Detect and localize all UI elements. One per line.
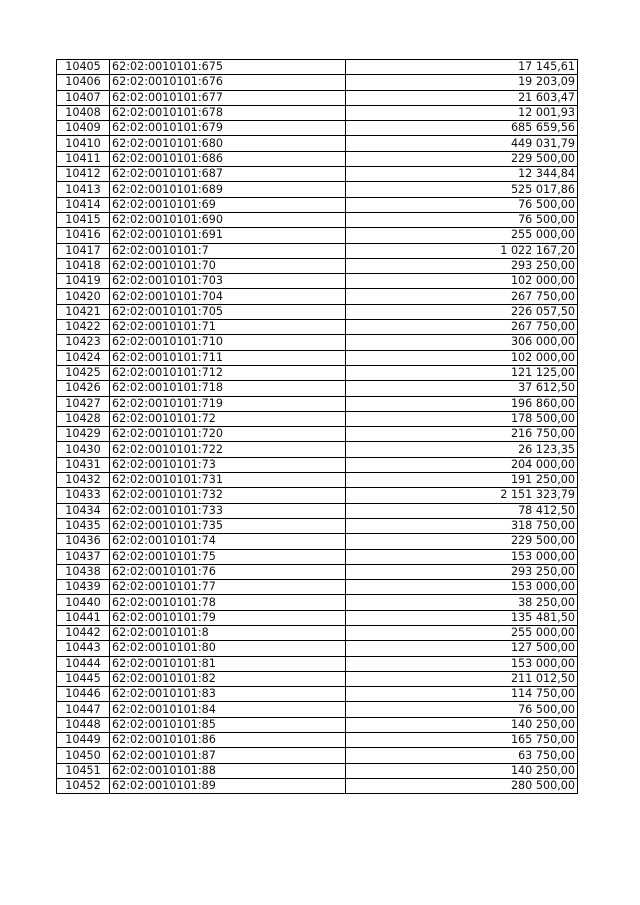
cadastral-number-cell: 62:02:0010101:710: [110, 335, 346, 350]
row-number-cell: 10426: [57, 381, 110, 396]
value-cell: 114 750,00: [346, 687, 578, 702]
value-cell: 1 022 167,20: [346, 243, 578, 258]
value-cell: 17 145,61: [346, 60, 578, 75]
table-row: [57, 610, 578, 625]
table-row: [57, 228, 578, 243]
row-number-cell: 10425: [57, 365, 110, 380]
cadastral-number-cell: 62:02:0010101:678: [110, 105, 346, 120]
table-row: [57, 595, 578, 610]
value-cell: 2 151 323,79: [346, 488, 578, 503]
table-row: [57, 473, 578, 488]
row-number-cell: 10445: [57, 671, 110, 686]
table-row: [57, 549, 578, 564]
cadastral-number-cell: 62:02:0010101:89: [110, 778, 346, 793]
cadastral-number-cell: 62:02:0010101:722: [110, 442, 346, 457]
value-cell: 127 500,00: [346, 641, 578, 656]
cadastral-number-cell: 62:02:0010101:703: [110, 274, 346, 289]
row-number-cell: 10428: [57, 411, 110, 426]
row-number-cell: 10438: [57, 564, 110, 579]
cadastral-value-table: [56, 59, 578, 794]
value-cell: 19 203,09: [346, 75, 578, 90]
table-row: [57, 167, 578, 182]
row-number-cell: 10405: [57, 60, 110, 75]
table-row: [57, 580, 578, 595]
cadastral-number-cell: 62:02:0010101:76: [110, 564, 346, 579]
value-cell: 229 500,00: [346, 534, 578, 549]
table-row: [57, 197, 578, 212]
row-number-cell: 10417: [57, 243, 110, 258]
row-number-cell: 10411: [57, 151, 110, 166]
table-row: [57, 534, 578, 549]
value-cell: 121 125,00: [346, 365, 578, 380]
cadastral-number-cell: 62:02:0010101:711: [110, 350, 346, 365]
table-row: [57, 442, 578, 457]
table-row: [57, 564, 578, 579]
value-cell: 135 481,50: [346, 610, 578, 625]
value-cell: 76 500,00: [346, 197, 578, 212]
table-row: [57, 625, 578, 640]
value-cell: 165 750,00: [346, 733, 578, 748]
row-number-cell: 10440: [57, 595, 110, 610]
cadastral-number-cell: 62:02:0010101:82: [110, 671, 346, 686]
table-row: [57, 350, 578, 365]
table-row: [57, 365, 578, 380]
row-number-cell: 10443: [57, 641, 110, 656]
table-row: [57, 503, 578, 518]
cadastral-number-cell: 62:02:0010101:70: [110, 258, 346, 273]
value-cell: 229 500,00: [346, 151, 578, 166]
value-cell: 280 500,00: [346, 778, 578, 793]
cadastral-number-cell: 62:02:0010101:679: [110, 121, 346, 136]
value-cell: 78 412,50: [346, 503, 578, 518]
value-cell: 153 000,00: [346, 656, 578, 671]
cadastral-number-cell: 62:02:0010101:675: [110, 60, 346, 75]
row-number-cell: 10423: [57, 335, 110, 350]
value-cell: 216 750,00: [346, 427, 578, 442]
table-row: [57, 212, 578, 227]
cadastral-number-cell: 62:02:0010101:704: [110, 289, 346, 304]
cadastral-number-cell: 62:02:0010101:83: [110, 687, 346, 702]
value-cell: 449 031,79: [346, 136, 578, 151]
cadastral-number-cell: 62:02:0010101:69: [110, 197, 346, 212]
value-cell: 211 012,50: [346, 671, 578, 686]
row-number-cell: 10452: [57, 778, 110, 793]
row-number-cell: 10406: [57, 75, 110, 90]
cadastral-number-cell: 62:02:0010101:712: [110, 365, 346, 380]
cadastral-number-cell: 62:02:0010101:687: [110, 167, 346, 182]
row-number-cell: 10439: [57, 580, 110, 595]
cadastral-number-cell: 62:02:0010101:719: [110, 396, 346, 411]
value-cell: 267 750,00: [346, 289, 578, 304]
row-number-cell: 10427: [57, 396, 110, 411]
cadastral-number-cell: 62:02:0010101:71: [110, 320, 346, 335]
table-row: [57, 488, 578, 503]
row-number-cell: 10424: [57, 350, 110, 365]
table-row: [57, 258, 578, 273]
row-number-cell: 10431: [57, 457, 110, 472]
value-cell: 37 612,50: [346, 381, 578, 396]
row-number-cell: 10430: [57, 442, 110, 457]
value-cell: 204 000,00: [346, 457, 578, 472]
value-cell: 21 603,47: [346, 90, 578, 105]
row-number-cell: 10442: [57, 625, 110, 640]
cadastral-number-cell: 62:02:0010101:79: [110, 610, 346, 625]
cadastral-number-cell: 62:02:0010101:86: [110, 733, 346, 748]
cadastral-number-cell: 62:02:0010101:677: [110, 90, 346, 105]
value-cell: 306 000,00: [346, 335, 578, 350]
cadastral-number-cell: 62:02:0010101:689: [110, 182, 346, 197]
cadastral-number-cell: 62:02:0010101:732: [110, 488, 346, 503]
table-row: [57, 396, 578, 411]
row-number-cell: 10447: [57, 702, 110, 717]
value-cell: 26 123,35: [346, 442, 578, 457]
row-number-cell: 10441: [57, 610, 110, 625]
cadastral-number-cell: 62:02:0010101:74: [110, 534, 346, 549]
cadastral-number-cell: 62:02:0010101:733: [110, 503, 346, 518]
table-body: [57, 60, 578, 794]
table-row: [57, 335, 578, 350]
cadastral-number-cell: 62:02:0010101:87: [110, 748, 346, 763]
value-cell: 76 500,00: [346, 212, 578, 227]
table-row: [57, 304, 578, 319]
row-number-cell: 10444: [57, 656, 110, 671]
table-row: [57, 381, 578, 396]
value-cell: 226 057,50: [346, 304, 578, 319]
row-number-cell: 10412: [57, 167, 110, 182]
table-row: [57, 90, 578, 105]
value-cell: 293 250,00: [346, 258, 578, 273]
table-row: [57, 717, 578, 732]
cadastral-number-cell: 62:02:0010101:8: [110, 625, 346, 640]
cadastral-number-cell: 62:02:0010101:78: [110, 595, 346, 610]
table-row: [57, 60, 578, 75]
row-number-cell: 10446: [57, 687, 110, 702]
cadastral-number-cell: 62:02:0010101:680: [110, 136, 346, 151]
table-row: [57, 641, 578, 656]
row-number-cell: 10450: [57, 748, 110, 763]
cadastral-number-cell: 62:02:0010101:72: [110, 411, 346, 426]
row-number-cell: 10449: [57, 733, 110, 748]
cadastral-number-cell: 62:02:0010101:7: [110, 243, 346, 258]
cadastral-number-cell: 62:02:0010101:80: [110, 641, 346, 656]
value-cell: 525 017,86: [346, 182, 578, 197]
table-row: [57, 656, 578, 671]
cadastral-number-cell: 62:02:0010101:84: [110, 702, 346, 717]
value-cell: 76 500,00: [346, 702, 578, 717]
table-row: [57, 671, 578, 686]
cadastral-number-cell: 62:02:0010101:73: [110, 457, 346, 472]
cadastral-number-cell: 62:02:0010101:720: [110, 427, 346, 442]
cadastral-number-cell: 62:02:0010101:77: [110, 580, 346, 595]
row-number-cell: 10436: [57, 534, 110, 549]
table-row: [57, 778, 578, 793]
table-row: [57, 274, 578, 289]
row-number-cell: 10433: [57, 488, 110, 503]
row-number-cell: 10422: [57, 320, 110, 335]
table-row: [57, 427, 578, 442]
row-number-cell: 10437: [57, 549, 110, 564]
row-number-cell: 10413: [57, 182, 110, 197]
table-row: [57, 320, 578, 335]
value-cell: 140 250,00: [346, 717, 578, 732]
table-row: [57, 121, 578, 136]
cadastral-number-cell: 62:02:0010101:85: [110, 717, 346, 732]
value-cell: 255 000,00: [346, 228, 578, 243]
value-cell: 318 750,00: [346, 518, 578, 533]
table-row: [57, 151, 578, 166]
row-number-cell: 10407: [57, 90, 110, 105]
row-number-cell: 10432: [57, 473, 110, 488]
value-cell: 140 250,00: [346, 763, 578, 778]
value-cell: 178 500,00: [346, 411, 578, 426]
table-row: [57, 518, 578, 533]
row-number-cell: 10434: [57, 503, 110, 518]
value-cell: 267 750,00: [346, 320, 578, 335]
row-number-cell: 10448: [57, 717, 110, 732]
table-row: [57, 105, 578, 120]
table-row: [57, 702, 578, 717]
table-row: [57, 75, 578, 90]
table-row: [57, 289, 578, 304]
value-cell: 685 659,56: [346, 121, 578, 136]
table-row: [57, 136, 578, 151]
cadastral-number-cell: 62:02:0010101:81: [110, 656, 346, 671]
cadastral-number-cell: 62:02:0010101:705: [110, 304, 346, 319]
value-cell: 196 860,00: [346, 396, 578, 411]
table-row: [57, 411, 578, 426]
cadastral-number-cell: 62:02:0010101:735: [110, 518, 346, 533]
row-number-cell: 10408: [57, 105, 110, 120]
table-row: [57, 748, 578, 763]
row-number-cell: 10416: [57, 228, 110, 243]
value-cell: 12 001,93: [346, 105, 578, 120]
value-cell: 191 250,00: [346, 473, 578, 488]
cadastral-number-cell: 62:02:0010101:690: [110, 212, 346, 227]
value-cell: 293 250,00: [346, 564, 578, 579]
row-number-cell: 10421: [57, 304, 110, 319]
row-number-cell: 10415: [57, 212, 110, 227]
value-cell: 153 000,00: [346, 580, 578, 595]
row-number-cell: 10451: [57, 763, 110, 778]
row-number-cell: 10419: [57, 274, 110, 289]
row-number-cell: 10414: [57, 197, 110, 212]
row-number-cell: 10420: [57, 289, 110, 304]
cadastral-number-cell: 62:02:0010101:676: [110, 75, 346, 90]
cadastral-number-cell: 62:02:0010101:75: [110, 549, 346, 564]
value-cell: 12 344,84: [346, 167, 578, 182]
value-cell: 102 000,00: [346, 274, 578, 289]
table-row: [57, 457, 578, 472]
table-row: [57, 733, 578, 748]
row-number-cell: 10410: [57, 136, 110, 151]
value-cell: 102 000,00: [346, 350, 578, 365]
row-number-cell: 10429: [57, 427, 110, 442]
table-row: [57, 763, 578, 778]
table-row: [57, 182, 578, 197]
row-number-cell: 10409: [57, 121, 110, 136]
row-number-cell: 10435: [57, 518, 110, 533]
cadastral-number-cell: 62:02:0010101:686: [110, 151, 346, 166]
value-cell: 153 000,00: [346, 549, 578, 564]
table-row: [57, 687, 578, 702]
value-cell: 38 250,00: [346, 595, 578, 610]
table-row: [57, 243, 578, 258]
cadastral-number-cell: 62:02:0010101:691: [110, 228, 346, 243]
cadastral-number-cell: 62:02:0010101:731: [110, 473, 346, 488]
value-cell: 255 000,00: [346, 625, 578, 640]
cadastral-number-cell: 62:02:0010101:88: [110, 763, 346, 778]
value-cell: 63 750,00: [346, 748, 578, 763]
row-number-cell: 10418: [57, 258, 110, 273]
cadastral-number-cell: 62:02:0010101:718: [110, 381, 346, 396]
